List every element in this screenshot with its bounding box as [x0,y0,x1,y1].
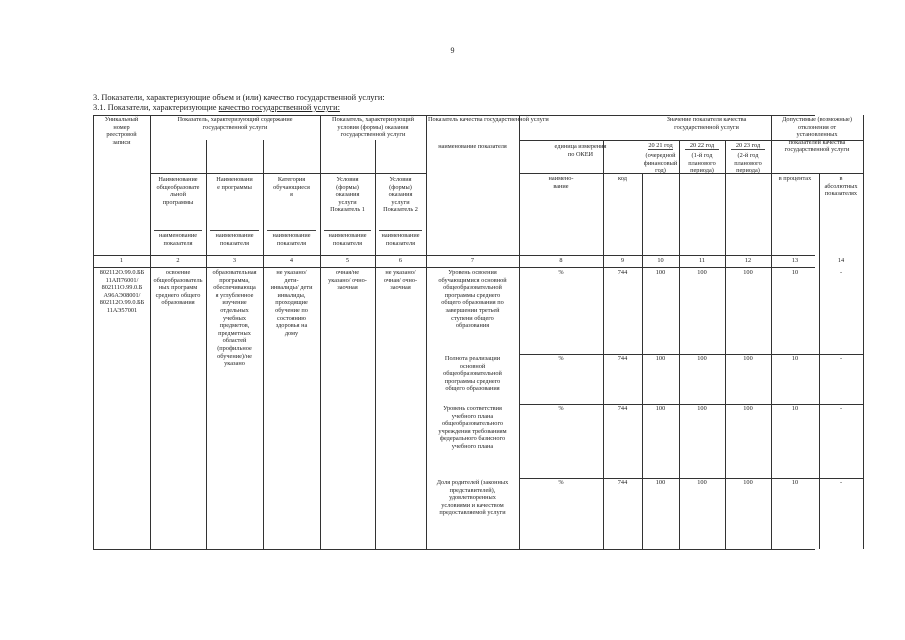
registry-record-code: 802112О.99.0.ББ 11АП76001/ 802111О.99.0.Б А96АЭ08001/ 802112О.99.0.ББ 11АЭ57001 [99,269,145,314]
program-value: образовательная программа, обеспечивающа я углубленное изучение отдельных учебных предметов, предметных областей (профильное обучение)/не указано [212,269,257,368]
column-number-13: 13 [791,257,799,264]
subheader-underline-1 [154,230,202,231]
indicator-unit-4: % [558,479,564,486]
header-okei-unit: единица измерения по ОКЕИ [554,143,607,158]
subheader-underline-4 [324,230,371,231]
section-heading: 3. Показатели, характеризующие объем и (или) качество государственной услуги: [93,93,385,102]
subheader-rule-content [150,173,426,174]
subheader-indicator-5: Условия (формы) оказания услуги Показатель 2 [383,176,418,214]
indicator-v3-4: 100 [743,479,753,486]
indicator-unit-1: % [558,269,564,276]
header-year-2: 20 22 год [689,142,715,149]
subheader-indicator-1: Наименование общеобразовате льной программы [156,176,200,206]
column-number-2: 2 [176,257,180,264]
indicator-abs-3: - [839,405,843,412]
subheader-name-3: наименование показателя [272,232,311,247]
indicator-pct-3: 10 [791,405,799,412]
column-number-3: 3 [232,257,237,264]
column-number-11: 11 [698,257,706,264]
subheader-indicator-3: Категория обучающиеся я [273,176,310,199]
header-unique-number: Уникальный номер реестровой записи [104,116,139,146]
page-number: 9 [450,46,455,55]
header-quality-indicator: Показатель качества государственной услуги [428,116,549,123]
indicator-name-2: Полнота реализации основной общеобразовательной программы среднего общего образования [443,355,502,393]
subheader-indicator-4: Условия (формы) оказания услуги Показатель 1 [330,176,365,214]
category-value: не указано/ дети- инвалиды/ дети инвалиды, проходящие обучение по состоянию здоровья на дому [270,269,313,337]
indicator-code-2: 744 [617,355,628,362]
header-quality-value: Значение показателя качества государственной услуги [666,116,747,131]
table-column-number-separator [93,267,815,268]
indicator-v3-2: 100 [743,355,753,362]
subheader-name-1: наименование показателя [158,232,198,247]
indicator-pct-2: 10 [791,355,799,362]
column-number-1: 1 [119,257,124,264]
indicator-code-3: 744 [617,405,628,412]
column-number-9: 9 [620,257,625,264]
condition-2-value: не указано/ очная/ очно- заочная [383,269,418,292]
header-conditions-indicator: Показатель, характеризующий условия (формы) оказания государственной услуги [332,116,414,139]
subsection-heading-underlined: качество государственной услуги: [218,103,340,112]
subheader-underline-5 [379,230,422,231]
column-number-7: 7 [470,257,475,264]
indicator-code-4: 744 [617,479,628,486]
quality-indicators-table [93,115,858,550]
indicator-name-4: Доля родителей (законных представителей), удовлетворенных условиями и качеством предоставляемой услуги [436,479,509,517]
header-year-3-note: (2-й год планового периода) [734,152,762,175]
subsection-heading [93,103,340,112]
subheader-indicator-2: Наименовани е программы [216,176,253,191]
header-year-3: 20 23 год [735,142,761,149]
condition-1-value: очная/не указано/ очно- заочная [328,269,367,292]
indicator-v3-1: 100 [743,269,753,276]
header-year-2-note: (1-й год планового периода) [688,152,716,175]
indicator-v2-1: 100 [697,269,707,276]
header-indicator-name: наименование показателя [438,143,507,150]
indicator-v1-4: 100 [655,479,666,486]
table-bottom-border [93,549,815,550]
subheader-name-4: наименование показателя [328,232,367,247]
header-year-1-note: (очередной финансовый год) [643,152,678,175]
column-number-8: 8 [559,257,563,264]
header-unit-name: наимено- вание [548,175,574,190]
indicator-v1-1: 100 [655,269,666,276]
indicator-v1-2: 100 [655,355,666,362]
indicator-unit-3: % [558,405,564,412]
subsection-heading-prefix: 3.1. Показатели, характеризующие [93,103,219,112]
indicator-abs-4: - [839,479,843,486]
indicator-pct-4: 10 [791,479,799,486]
header-allowed-deviation: Допустимые (возможные) отклонения от установленных показателей качества государственной услуги [782,116,852,154]
indicator-v1-3: 100 [655,405,666,412]
indicator-name-1: Уровень освоения обучающимися основной общеобразовательной программы среднего общего образования по завершении третьей ступени общего образования [438,269,507,330]
indicator-code-1: 744 [617,269,628,276]
indicator-abs-1: - [839,269,843,276]
indicator-unit-2: % [558,355,564,362]
column-number-6: 6 [398,257,403,264]
indicator-v2-3: 100 [697,405,707,412]
subheader-underline-3 [267,230,316,231]
column-number-4: 4 [289,257,294,264]
column-border-14 [863,115,864,549]
column-number-14: 14 [837,257,845,264]
header-percent: в процентах [778,175,812,182]
header-year-1: 20 21 год [648,142,673,149]
program-name-value: освоение общеобразователь ных программ среднего общего образования [153,269,203,307]
subheader-name-2: наименование показателя [215,232,254,247]
indicator-v2-2: 100 [697,355,707,362]
indicator-v2-4: 100 [697,479,707,486]
year-3-underline [731,149,765,150]
indicator-v3-3: 100 [743,405,753,412]
column-number-5: 5 [345,257,350,264]
header-content-indicator: Показатель, характеризующий содержание государственной услуги [177,116,293,131]
table-header-separator [93,255,815,256]
indicator-abs-2: - [839,355,843,362]
indicator-name-3: Уровень соответствия учебного плана общеобразовательного учреждения требованиям федерального базисного учебного плана [438,405,507,450]
year-1-underline [648,149,673,150]
column-number-10: 10 [657,257,664,264]
header-absolute: в абсолютных показателях [824,175,858,198]
subheader-name-5: наименование показателя [381,232,420,247]
subheader-underline-2 [210,230,259,231]
header-unit-code: код [618,175,627,182]
column-number-12: 12 [744,257,752,264]
indicator-pct-1: 10 [791,269,799,276]
column-border-0 [93,115,94,549]
year-2-underline [685,149,719,150]
